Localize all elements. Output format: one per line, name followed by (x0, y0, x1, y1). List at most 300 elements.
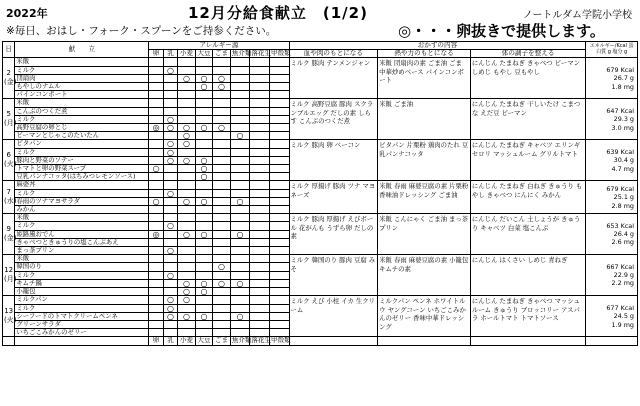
allergen-mark (230, 263, 250, 271)
allergen-header-egg: 卵 (149, 50, 163, 58)
allergen-mark (149, 296, 163, 304)
protein-value: 22.9 g (613, 271, 634, 280)
footer-blank (3, 337, 15, 345)
day-date: 2 (6, 69, 11, 78)
nutrition-cell (586, 255, 638, 296)
allergen-mark (269, 320, 289, 328)
dish-name: トマトと卵の野菜スープ (15, 165, 149, 173)
allergen-mark: ○ (163, 124, 177, 132)
allergen-mark (230, 115, 250, 123)
body-header: 体の調子を整える (470, 50, 585, 58)
allergen-mark (178, 58, 196, 66)
allergen-mark (250, 91, 270, 99)
table-row (3, 255, 638, 263)
allergen-mark (195, 140, 213, 148)
allergen-mark (250, 99, 270, 107)
day-weekday: (金) (4, 234, 17, 243)
allergen-mark: ○ (178, 74, 196, 82)
allergen-mark (149, 66, 163, 74)
allergen-mark (163, 255, 177, 263)
heat-foods: 米飯 春雨 麻婆豆腐の素 小籠包 キムチの素 (378, 255, 471, 296)
allergen-mark: ○ (195, 312, 213, 320)
allergen-mark (149, 173, 163, 181)
allergen-mark (269, 132, 289, 140)
allergen-mark (230, 156, 250, 164)
allergen-mark (178, 263, 196, 271)
allergen-mark (230, 181, 250, 189)
dish-name: ミルク (15, 115, 149, 123)
allergen-mark (149, 107, 163, 115)
allergen-mark (213, 247, 231, 255)
allergen-mark (250, 222, 270, 230)
allergen-mark: ○ (163, 222, 177, 230)
allergen-mark (178, 238, 196, 246)
day-cell (3, 140, 15, 181)
allergen-mark (269, 181, 289, 189)
body-foods: にんじん はくさい しめじ 青ねぎ (470, 255, 585, 296)
allergen-mark (163, 279, 177, 287)
allergen-mark (250, 181, 270, 189)
allergen-mark (178, 222, 196, 230)
allergen-mark (230, 222, 250, 230)
allergen-mark: ○ (195, 124, 213, 132)
allergen-mark (269, 296, 289, 304)
allergen-mark (163, 197, 177, 205)
allergen-mark (269, 247, 289, 255)
allergy-group-header: アレルギー源 (149, 42, 289, 50)
allergen-mark (178, 304, 196, 312)
allergen-mark (230, 66, 250, 74)
dish-name: 韓国のり (15, 263, 149, 271)
allergen-mark: ○ (163, 247, 177, 255)
allergen-mark (213, 173, 231, 181)
allergen-mark: ○ (195, 288, 213, 296)
dish-name: もやしのナムル (15, 83, 149, 91)
allergen-mark (250, 312, 270, 320)
allergen-mark (149, 83, 163, 91)
allergen-mark (213, 181, 231, 189)
allergen-mark (230, 247, 250, 255)
allergen-mark (230, 296, 250, 304)
allergen-mark (213, 304, 231, 312)
allergen-mark (230, 107, 250, 115)
allergen-mark (269, 148, 289, 156)
allergen-mark (250, 238, 270, 246)
allergen-mark (195, 107, 213, 115)
allergen-mark: ○ (178, 197, 196, 205)
dish-name: キムチ鍋 (15, 279, 149, 287)
footer-blank (586, 337, 638, 345)
dish-name: きゃべつときゅうりの塩こんぶあえ (15, 238, 149, 246)
page-header (0, 0, 640, 40)
allergen-mark (230, 148, 250, 156)
day-weekday: (月) (4, 275, 17, 284)
allergen-mark (195, 238, 213, 246)
allergen-mark (269, 107, 289, 115)
allergen-mark (250, 214, 270, 222)
allergen-mark (195, 181, 213, 189)
heat-header: 熱や力のもとになる (378, 50, 471, 58)
blood-foods: ミルク えび 小柱 イカ 生クリーム (289, 296, 378, 337)
day-cell (3, 214, 15, 255)
allergen-mark: ○ (230, 312, 250, 320)
dish-name: 春雨のツナマヨサラダ (15, 197, 149, 205)
allergen-mark (250, 263, 270, 271)
allergen-mark (195, 132, 213, 140)
allergen-mark (269, 255, 289, 263)
allergen-mark (149, 222, 163, 230)
allergen-mark (250, 288, 270, 296)
dish-name: ミルク (15, 148, 149, 156)
day-date: 6 (6, 151, 11, 160)
allergen-mark (269, 115, 289, 123)
dish-name: こんぶのつくだ煮 (15, 107, 149, 115)
allergen-mark (269, 214, 289, 222)
allergen-mark (163, 83, 177, 91)
table-row (3, 181, 638, 189)
allergen-mark (178, 173, 196, 181)
dish-name: 米飯 (15, 58, 149, 66)
allergen-mark (195, 222, 213, 230)
allergen-mark: ○ (178, 279, 196, 287)
footer-blank (289, 337, 378, 345)
allergen-mark (269, 288, 289, 296)
allergen-mark (149, 304, 163, 312)
allergen-mark: ○ (195, 230, 213, 238)
allergen-mark (269, 206, 289, 214)
allergen-mark (269, 165, 289, 173)
dish-name: まっ茶プリン (15, 247, 149, 255)
allergen-mark (230, 288, 250, 296)
allergen-mark (195, 206, 213, 214)
allergen-mark (269, 189, 289, 197)
allergen-mark (195, 99, 213, 107)
allergen-mark: ○ (195, 165, 213, 173)
day-cell (3, 58, 15, 99)
allergen-mark (213, 99, 231, 107)
energy-value: 639 Kcal (606, 147, 634, 156)
allergen-mark (250, 140, 270, 148)
allergen-mark (149, 279, 163, 287)
allergen-header-peanut: 落花生 (251, 49, 272, 58)
allergen-mark: ○ (195, 83, 213, 91)
dish-header: 献 立 (15, 42, 149, 58)
allergen-mark (269, 66, 289, 74)
allergen-mark (163, 74, 177, 82)
allergen-mark (195, 247, 213, 255)
dish-name: 団扇肉 (15, 74, 149, 82)
protein-value: 25.1 g (613, 193, 634, 202)
salt-value: 1.8 mg (611, 82, 634, 91)
allergen-mark: ○ (195, 156, 213, 164)
table-row (3, 140, 638, 148)
allergen-mark (250, 107, 270, 115)
nutrition-cell (586, 58, 638, 99)
nutrition-cell (586, 296, 638, 337)
allergen-mark (213, 156, 231, 164)
allergen-mark (213, 206, 231, 214)
allergen-mark (195, 304, 213, 312)
energy-header: エネルギー/Kcal 蛋白質 g 塩分 g (586, 42, 638, 58)
allergen-mark (213, 230, 231, 238)
allergen-mark: ○ (163, 66, 177, 74)
day-date: 12 (4, 266, 14, 275)
heat-foods: ピタパン 片栗粉 鶏肉のたれ 豆乳パンナコッタ (378, 140, 471, 181)
allergen-mark (163, 91, 177, 99)
allergen-mark (250, 189, 270, 197)
allergen-mark (149, 140, 163, 148)
allergen-mark (163, 206, 177, 214)
allergen-mark (269, 124, 289, 132)
allergen-mark (250, 115, 270, 123)
allergen-mark (163, 99, 177, 107)
allergen-mark: ○ (178, 156, 196, 164)
nutrition-cell (586, 99, 638, 140)
nutrition-cell (586, 214, 638, 255)
allergen-mark (213, 140, 231, 148)
footer-allergen-peanut: 落花生 (251, 336, 272, 345)
salt-value: 1.9 mg (611, 320, 634, 329)
dish-name: ミルク (15, 189, 149, 197)
allergen-mark (250, 173, 270, 181)
allergen-mark (230, 304, 250, 312)
allergen-mark (269, 74, 289, 82)
day-cell (3, 255, 15, 296)
allergen-mark (149, 320, 163, 328)
dish-name: 麻婆丼 (15, 181, 149, 189)
allergen-mark (269, 156, 289, 164)
allergen-mark (213, 214, 231, 222)
dish-name: 高野豆腐の卵とじ (15, 124, 149, 132)
allergen-mark (213, 320, 231, 328)
day-cell (3, 99, 15, 140)
allergen-mark (250, 296, 270, 304)
dish-name: 米飯 (15, 214, 149, 222)
allergen-mark (178, 320, 196, 328)
allergen-mark (250, 148, 270, 156)
allergen-mark: ○ (163, 156, 177, 164)
day-cell (3, 181, 15, 214)
footer-allergen-wheat: 小麦 (178, 337, 196, 345)
allergen-mark: ○ (163, 148, 177, 156)
heat-foods: ミルクパン ペンネ ホワイトルウ ヤングコーン いちごこみかんのゼリー 香味中華ドレッシング (378, 296, 471, 337)
allergen-header-soy: 大豆 (195, 50, 213, 58)
menu-table (2, 41, 638, 346)
allergen-mark (178, 214, 196, 222)
heat-foods: 米飯 団扇肉の素 ごま油 ごま 中華炒めベース パインコンポート (378, 58, 471, 99)
dish-name: ミルク (15, 222, 149, 230)
allergen-mark (213, 288, 231, 296)
allergen-mark (250, 74, 270, 82)
footer-allergen-milk: 乳 (163, 337, 177, 345)
footer-allergen-sesame: ごま (213, 337, 231, 345)
allergen-mark: ○ (178, 296, 196, 304)
allergen-mark (250, 58, 270, 66)
allergen-mark (269, 99, 289, 107)
allergen-mark: ◎ (149, 230, 163, 238)
allergen-mark: ○ (178, 230, 196, 238)
allergen-mark: ○ (178, 124, 196, 132)
dish-name: グリーンサラダ (15, 320, 149, 328)
body-foods: にんじん たまねぎ 干しいたけ こまつな えだ豆 ピーマン (470, 99, 585, 140)
blood-header: 血や肉のもとになる (289, 50, 378, 58)
dish-name: 米飯 (15, 99, 149, 107)
allergen-mark: ○ (195, 74, 213, 82)
allergen-mark (230, 238, 250, 246)
allergen-mark: ○ (149, 165, 163, 173)
allergen-mark (250, 320, 270, 328)
blood-foods: ミルク 豚肉 卵 ベーコン (289, 140, 378, 181)
table-row (3, 99, 638, 107)
allergen-mark: ○ (178, 288, 196, 296)
allergen-mark (230, 320, 250, 328)
allergen-mark (178, 206, 196, 214)
footer-blank (378, 337, 471, 345)
body-foods: にんじん だいこん 土しょうが きゅうり キャベツ 白菜 塩こんぶ (470, 214, 585, 255)
allergen-mark (149, 181, 163, 189)
day-cell (3, 296, 15, 337)
day-weekday: (月) (4, 119, 17, 128)
allergen-mark (250, 230, 270, 238)
allergen-mark (149, 99, 163, 107)
protein-value: 24.5 g (613, 312, 634, 321)
day-date: 7 (6, 188, 11, 197)
allergen-mark (250, 156, 270, 164)
allergen-mark (250, 83, 270, 91)
allergen-mark (149, 91, 163, 99)
allergen-mark: ○ (178, 312, 196, 320)
allergen-mark (149, 206, 163, 214)
allergen-mark (213, 238, 231, 246)
energy-value: 679 Kcal (606, 184, 634, 193)
nutrition-cell (586, 181, 638, 214)
side-group-header: おかずの内容 (289, 42, 586, 50)
allergen-mark (178, 83, 196, 91)
allergen-mark (178, 181, 196, 189)
dish-name: 豚肉と野菜のソテー (15, 156, 149, 164)
blood-foods: ミルク 豚肉 テンメンジャン (289, 58, 378, 99)
dish-name: ピタパン (15, 140, 149, 148)
school-name: ノートルダム学院小学校 (522, 10, 632, 21)
allergen-mark (213, 165, 231, 173)
footer-allergen-soy: 大豆 (195, 337, 213, 345)
allergen-mark (269, 304, 289, 312)
allergen-mark (178, 99, 196, 107)
allergen-mark (213, 296, 231, 304)
allergen-mark (163, 320, 177, 328)
allergen-mark (230, 255, 250, 263)
allergen-header-milk: 乳 (163, 50, 177, 58)
day-date: 13 (4, 307, 14, 316)
allergen-mark: ◎ (149, 124, 163, 132)
dish-name: 米飯 (15, 255, 149, 263)
footer-allergen-crustacean: 甲殻類 (270, 336, 291, 345)
day-header: 日 (3, 42, 15, 58)
allergen-mark (269, 222, 289, 230)
allergen-mark (149, 247, 163, 255)
egg-free-note: ◎・・・卵抜きで提供します。 (398, 22, 605, 40)
allergen-mark (269, 173, 289, 181)
allergen-mark: ○ (195, 279, 213, 287)
allergen-mark (149, 271, 163, 279)
year-label: 2022年 (6, 7, 48, 20)
allergen-mark (230, 99, 250, 107)
body-foods: にんじん たまねぎ きゃべつ ピーマン しめじ もやし 豆もやし (470, 58, 585, 99)
heat-foods: 米飯 春雨 麻婆豆腐の素 片栗粉 香味油ドレッシング ごま油 (378, 181, 471, 214)
day-weekday: (火) (4, 316, 17, 325)
allergen-mark: ○ (178, 132, 196, 140)
allergen-mark (230, 91, 250, 99)
allergen-mark: ○ (163, 189, 177, 197)
allergen-mark (230, 173, 250, 181)
energy-value: 679 Kcal (606, 65, 634, 74)
body-foods: にんじん たまねぎ きゃべつ マッシュルーム きゅうり ブロッコリー アスパラ ホールトマト トマトソース (470, 296, 585, 337)
allergen-mark: ○ (195, 173, 213, 181)
allergen-mark: ○ (213, 279, 231, 287)
allergen-mark: ○ (163, 271, 177, 279)
salt-value: 4.7 mg (611, 164, 634, 173)
allergen-mark: ○ (195, 197, 213, 205)
dish-name: 姫路風おでん (15, 230, 149, 238)
allergen-mark (269, 263, 289, 271)
allergen-mark (213, 197, 231, 205)
footer-allergen-egg: 卵 (149, 337, 163, 345)
allergen-mark (250, 165, 270, 173)
allergen-mark (178, 91, 196, 99)
table-row (3, 214, 638, 222)
allergen-mark (163, 165, 177, 173)
protein-value: 26.7 g (613, 74, 634, 83)
allergen-mark (195, 214, 213, 222)
footer-allergen-seafood: 魚介類 (231, 336, 252, 345)
allergen-mark (269, 91, 289, 99)
body-foods: にんじん たまねぎ キャベツ エリンギ セロリ マッシュルーム グリルトマト (470, 140, 585, 181)
allergen-mark (178, 107, 196, 115)
allergen-mark (230, 140, 250, 148)
salt-value: 2.6 mg (611, 238, 634, 247)
allergen-mark (250, 279, 270, 287)
energy-value: 677 Kcal (606, 303, 634, 312)
dish-name: 小籠包 (15, 288, 149, 296)
dish-name: ミルクパン (15, 296, 149, 304)
allergen-mark: ○ (163, 140, 177, 148)
allergen-mark: ○ (230, 230, 250, 238)
blood-foods: ミルク 厚揚げ 豚肉 ツナ マヨネーズ (289, 181, 378, 214)
allergen-mark (149, 312, 163, 320)
allergen-mark (149, 132, 163, 140)
day-date: 9 (6, 225, 11, 234)
dish-name: 豆乳パンナコッタ(はちみつレモンソース) (15, 173, 149, 181)
allergen-header-sesame: ごま (213, 50, 231, 58)
allergen-mark: ○ (178, 140, 196, 148)
salt-value: 2.2 mg (611, 279, 634, 288)
allergen-mark (250, 271, 270, 279)
allergen-mark (250, 255, 270, 263)
table-row (3, 296, 638, 304)
allergen-mark (213, 132, 231, 140)
allergen-mark (149, 148, 163, 156)
energy-value: 647 Kcal (606, 106, 634, 115)
protein-value: 26.4 g (613, 230, 634, 239)
allergen-mark: ○ (213, 74, 231, 82)
dish-name: ミルク (15, 66, 149, 74)
allergen-mark (178, 165, 196, 173)
allergen-mark (269, 83, 289, 91)
allergen-mark (230, 206, 250, 214)
allergen-mark: ○ (213, 124, 231, 132)
allergen-mark (269, 197, 289, 205)
footer-blank (470, 337, 585, 345)
